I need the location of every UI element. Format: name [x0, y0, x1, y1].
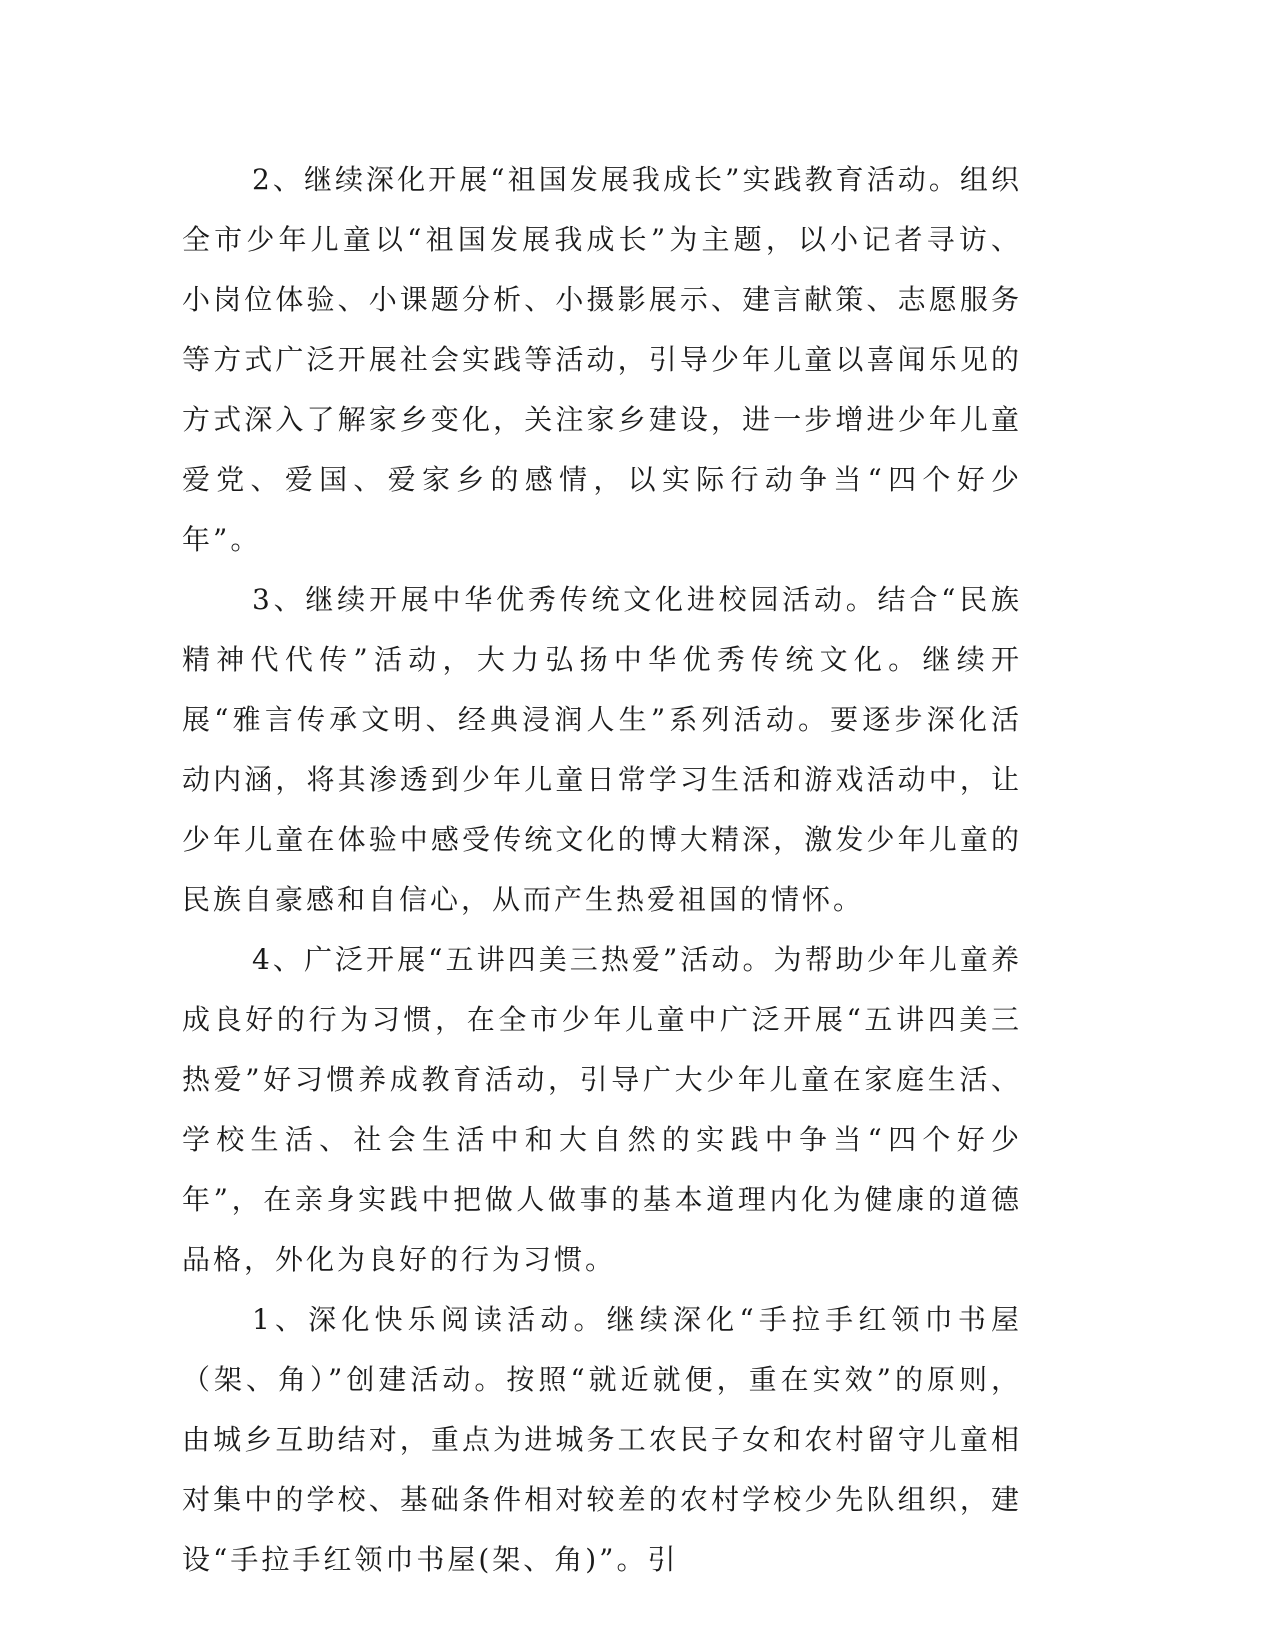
paragraph-3: 3、继续开展中华优秀传统文化进校园活动。结合“民族精神代代传”活动，大力弘扬中华优秀传统文化。继续开展“雅言传承文明、经典浸润人生”系列活动。要逐步深化活动内涵，将其渗透到少年儿童日常学习生活和游戏活动中，让少年儿童在体验中感受传统文化的博大精深，激发少年儿童的民族自豪感和自信心，从而产生热爱祖国的情怀。: [182, 583, 1022, 916]
paragraph-2: 2、继续深化开展“祖国发展我成长”实践教育活动。组织全市少年儿童以“祖国发展我成长”为主题，以小记者寻访、小岗位体验、小课题分析、小摄影展示、建言献策、志愿服务等方式广泛开展社会实践等活动，引导少年儿童以喜闻乐见的方式深入了解家乡变化，关注家乡建设，进一步增进少年儿童爱党、爱国、爱家乡的感情，以实际行动争当“四个好少年”。: [182, 163, 1022, 556]
paragraph-4: 4、广泛开展“五讲四美三热爱”活动。为帮助少年儿童养成良好的行为习惯，在全市少年儿童中广泛开展“五讲四美三热爱”好习惯养成教育活动，引导广大少年儿童在家庭生活、学校生活、社会生活中和大自然的实践中争当“四个好少年”，在亲身实践中把做人做事的基本道理内化为健康的道德品格，外化为良好的行为习惯。: [182, 943, 1022, 1276]
body-text: [182, 150, 1022, 1590]
paragraph-1-reading: 1、深化快乐阅读活动。继续深化“手拉手红领巾书屋（架、角）”创建活动。按照“就近就便，重在实效”的原则，由城乡互助结对，重点为进城务工农民子女和农村留守儿童相对集中的学校、基础条件相对较差的农村学校少先队组织，建设“手拉手红领巾书屋(架、角)”。引: [182, 1303, 1022, 1576]
